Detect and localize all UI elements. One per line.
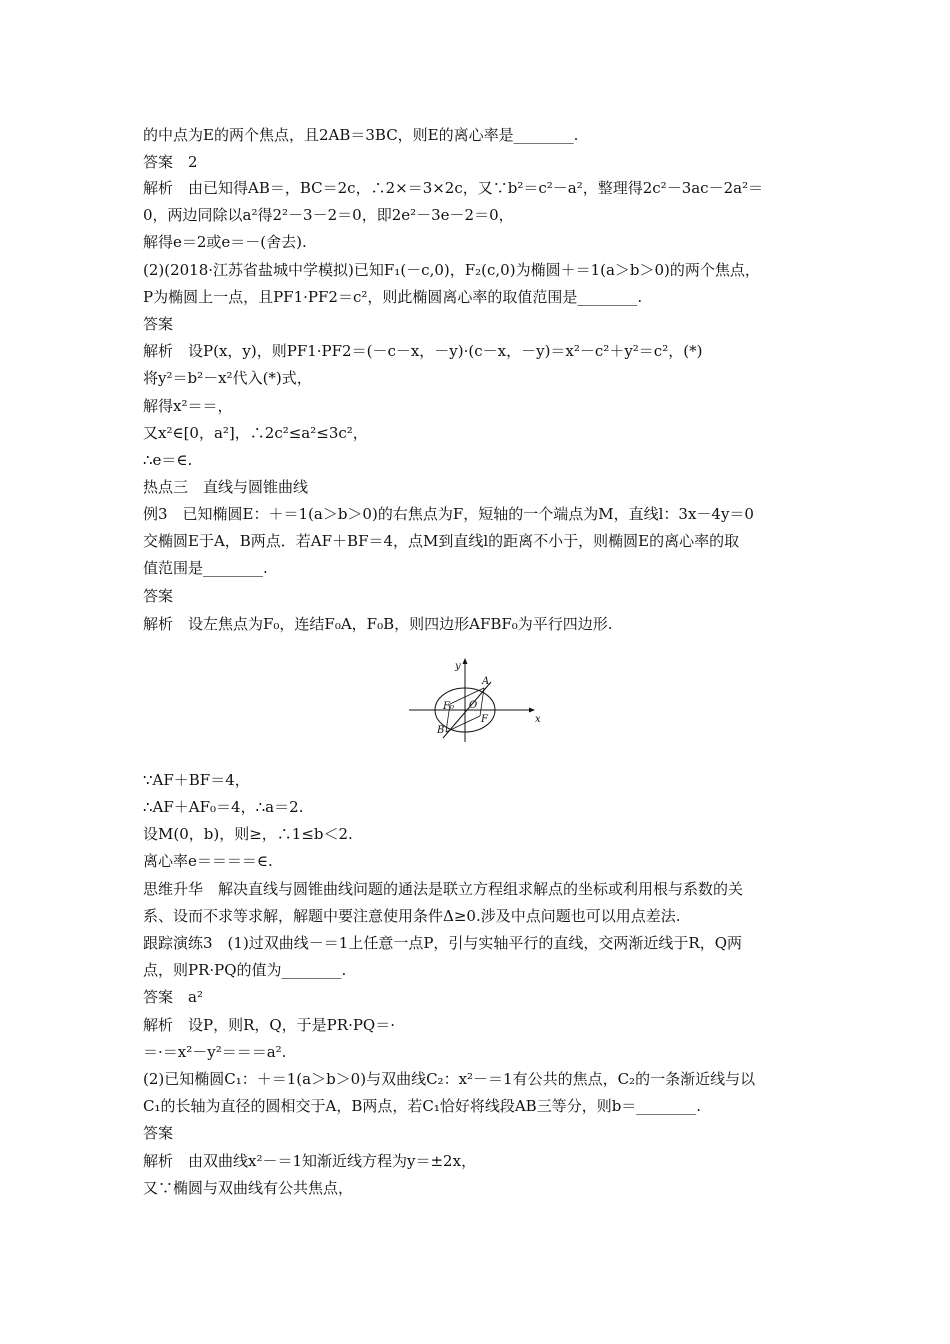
ellipse-figure	[405, 652, 545, 744]
text-line: 解得x²＝＝，	[143, 397, 233, 415]
label-x: x	[535, 714, 541, 725]
example-line: 例3 已知椭圆E：＋＝1(a＞b＞0)的右焦点为F，短轴的一个端点为M，直线l：3x－4y＝0	[143, 505, 754, 523]
analysis-line: 解析 由已知得AB＝，BC＝2c，∴2×＝3×2c，又∵b²＝c²－a²，整理得2c²－3ac－2a²＝	[143, 179, 764, 197]
label-a: A	[482, 676, 490, 687]
text-line: ∵AF＋BF＝4，	[143, 771, 250, 789]
text-line: ∴AF＋AF₀＝4，∴a＝2.	[143, 798, 304, 816]
text-line: 交椭圆E于A，B两点．若AF＋BF＝4，点M到直线l的距离不小于，则椭圆E的离心率的取	[143, 532, 740, 550]
question-line: (2)(2018·江苏省盐城中学模拟)已知F₁(－c,0)，F₂(c,0)为椭圆＋＝1(a＞b＞0)的两个焦点，	[143, 261, 760, 279]
text-line: 的中点为E的两个焦点，且2AB＝3BC，则E的离心率是________.	[143, 126, 579, 144]
analysis-line: 解析 设左焦点为F₀，连结F₀A，F₀B，则四边形AFBF₀为平行四边形.	[143, 615, 613, 633]
text-line: 点，则PR·PQ的值为________.	[143, 961, 347, 979]
analysis-line: 解析 设P(x，y)，则PF1·PF2＝(－c－x，－y)·(c－x，－y)＝x²－c²＋y²＝c²，(*)	[143, 342, 703, 360]
question-line: (2)已知椭圆C₁：＋＝1(a＞b＞0)与双曲线C₂：x²－＝1有公共的焦点，C₂的一条渐近线与以	[143, 1070, 756, 1088]
text-line: 将y²＝b²－x²代入(*)式，	[143, 369, 312, 387]
text-line: C₁的长轴为直径的圆相交于A，B两点，若C₁恰好将线段AB三等分，则b＝________.	[143, 1097, 702, 1115]
label-o: O	[469, 700, 478, 711]
practice-line: 跟踪演练3 (1)过双曲线－＝1上任意一点P，引与实轴平行的直线，交两渐近线于R，Q两	[143, 934, 743, 952]
analysis-line: 解析 设P，则R，Q，于是PR·PQ＝·	[143, 1016, 395, 1034]
y-axis-arrow	[463, 658, 468, 664]
text-line: P为椭圆上一点，且PF1·PF2＝c²，则此椭圆离心率的取值范围是________.	[143, 288, 643, 306]
summary-line: 思维升华 解决直线与圆锥曲线问题的通法是联立方程组求解点的坐标或利用根与系数的关	[143, 880, 744, 898]
answer-line: 答案 a²	[143, 988, 203, 1006]
label-y: y	[455, 661, 461, 672]
x-axis-arrow	[529, 708, 535, 713]
text-line: ∴e＝∈.	[143, 451, 193, 469]
ellipse-diagram	[405, 652, 545, 744]
text-line: 0，两边同除以a²得2²－3－2＝0，即2e²－3e－2＝0，	[143, 206, 514, 224]
segment-f-b	[446, 716, 480, 732]
label-f: F	[481, 714, 488, 725]
text-line: 又∵椭圆与双曲线有公共焦点，	[143, 1179, 354, 1197]
text-line: 又x²∈[0，a²]，∴2c²≤a²≤3c²，	[143, 424, 368, 442]
section-heading: 热点三 直线与圆锥曲线	[143, 478, 309, 496]
analysis-line: 解析 由双曲线x²－＝1知渐近线方程为y＝±2x，	[143, 1152, 477, 1170]
text-line: 值范围是________.	[143, 559, 268, 577]
text-line: ＝·＝x²－y²＝＝＝a².	[143, 1043, 287, 1061]
answer-line: 答案	[143, 1124, 174, 1142]
text-line: 设M(0，b)，则≥，∴1≤b＜2.	[143, 825, 353, 843]
label-f0: F₀	[443, 701, 454, 712]
answer-line: 答案	[143, 315, 174, 333]
label-b: B	[437, 725, 445, 736]
answer-line: 答案 2	[143, 153, 198, 171]
text-line: 解得e＝2或e＝－(舍去).	[143, 233, 307, 251]
answer-line: 答案	[143, 587, 174, 605]
text-line: 系、设而不求等求解，解题中要注意使用条件Δ≥0.涉及中点问题也可以用点差法.	[143, 907, 681, 925]
text-line: 离心率e＝＝＝＝∈.	[143, 852, 273, 870]
